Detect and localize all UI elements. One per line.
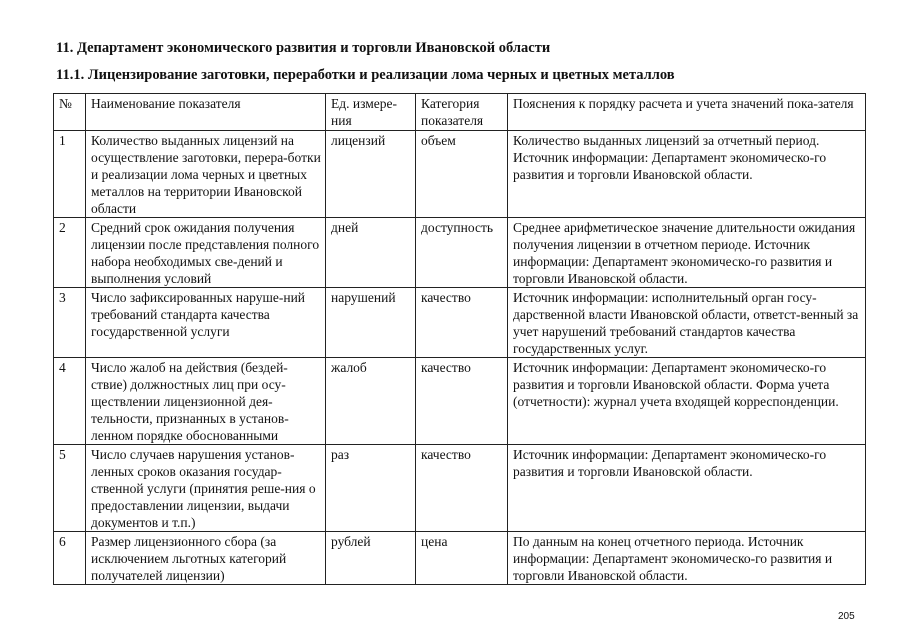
section-title: 11. Департамент экономического развития и торговли Ивановской области (56, 40, 551, 56)
row-name: Число зафиксированных наруше-ний требований стандарта качества государственной услуги (86, 288, 326, 358)
row-num: 6 (54, 532, 86, 585)
table-row (54, 532, 866, 585)
row-notes: Источник информации: исполнительный орган госу-дарственной власти Ивановской области, ответст-венный за учет нарушений требований стандартов качества государственных услуг. (508, 288, 866, 358)
header-name: Наименование показателя (86, 94, 326, 131)
row-unit: жалоб (326, 358, 416, 445)
row-num: 3 (54, 288, 86, 358)
row-name: Количество выданных лицензий на осуществление заготовки, перера-ботки и реализации лома черных и цветных металлов на территории Ивановской области (86, 131, 326, 218)
row-notes: Среднее арифметическое значение длительности ожидания получения лицензии в отчетном периоде. Источник информации: Департамент экономическо-го развития и торговли Ивановской области. (508, 218, 866, 288)
row-notes: Источник информации: Департамент экономическо-го развития и торговли Ивановской области. Форма учета (отчетности): журнал учета входящей корреспонденции. (508, 358, 866, 445)
row-notes: Количество выданных лицензий за отчетный период. Источник информации: Департамент экономическо-го развития и торговли Ивановской области. (508, 131, 866, 218)
row-name: Средний срок ожидания получения лицензии после представления полного набора необходимых све-дений и выполнения условий (86, 218, 326, 288)
row-unit: дней (326, 218, 416, 288)
table-row (54, 358, 866, 445)
row-notes: По данным на конец отчетного периода. Источник информации: Департамент экономическо-го развития и торговли Ивановской области. (508, 532, 866, 585)
row-unit: лицензий (326, 131, 416, 218)
row-name: Размер лицензионного сбора (за исключением льготных категорий получателей лицензии) (86, 532, 326, 585)
row-unit: рублей (326, 532, 416, 585)
row-name: Число жалоб на действия (бездей-ствие) должностных лиц при осу-ществлении лицензионной дея-тельности, признанных в установ-ленном порядке обоснованными (86, 358, 326, 445)
table-row (54, 131, 866, 218)
row-unit: нарушений (326, 288, 416, 358)
row-category: объем (416, 131, 508, 218)
subsection-title: 11.1. Лицензирование заготовки, переработки и реализации лома черных и цветных металлов (56, 67, 675, 83)
table-row (54, 288, 866, 358)
table-header-row (54, 94, 866, 131)
row-notes: Источник информации: Департамент экономическо-го развития и торговли Ивановской области. (508, 445, 866, 532)
row-category: качество (416, 358, 508, 445)
header-unit: Ед. измере-ния (326, 94, 416, 131)
table-row (54, 218, 866, 288)
header-notes: Пояснения к порядку расчета и учета значений пока-зателя (508, 94, 866, 131)
row-category: качество (416, 288, 508, 358)
row-num: 1 (54, 131, 86, 218)
row-unit: раз (326, 445, 416, 532)
row-category: цена (416, 532, 508, 585)
row-num: 5 (54, 445, 86, 532)
header-category: Категория показателя (416, 94, 508, 131)
header-num: № (54, 94, 86, 131)
table-row (54, 445, 866, 532)
row-name: Число случаев нарушения установ-ленных сроков оказания государ-ственной услуги (принятия реше-ния о предоставлении лицензии, выдачи документов и т.п.) (86, 445, 326, 532)
row-category: качество (416, 445, 508, 532)
row-category: доступность (416, 218, 508, 288)
row-num: 2 (54, 218, 86, 288)
row-num: 4 (54, 358, 86, 445)
indicators-table (53, 93, 866, 585)
page-number: 205 (838, 611, 855, 622)
